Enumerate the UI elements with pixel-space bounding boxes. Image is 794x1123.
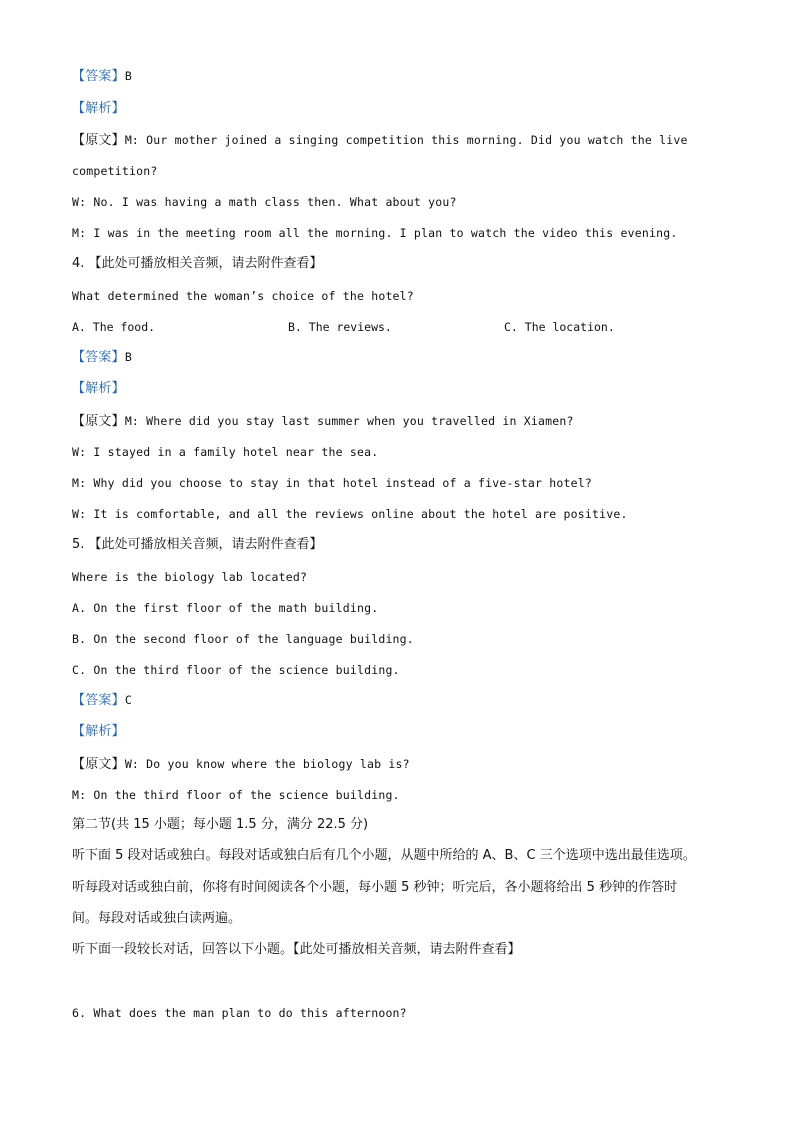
section2-instruction-3: 间。每段对话或独白读两遍。 xyxy=(72,911,242,926)
q3-transcript-line-1 xyxy=(72,132,688,149)
analysis-label: 【解析】 xyxy=(72,101,125,116)
q5-question: Where is the biology lab located? xyxy=(72,570,308,584)
answer-value: B xyxy=(124,69,132,83)
q4-option-a: A. The food. xyxy=(72,320,156,334)
answer-label: 【答案】 xyxy=(72,69,125,84)
section2-instruction-4: 听下面一段较长对话，回答以下小题。【此处可播放相关音频，请去附件查看】 xyxy=(72,942,521,957)
q4-header: 4. 【此处可播放相关音频，请去附件查看】 xyxy=(72,256,323,271)
answer-label: 【答案】 xyxy=(72,693,125,708)
q4-option-b: B. The reviews. xyxy=(288,320,392,334)
q5-header: 5. 【此处可播放相关音频，请去附件查看】 xyxy=(72,537,323,552)
q3-analysis-line xyxy=(72,100,125,117)
q5-transcript-line-1 xyxy=(72,756,410,773)
q5-option-c: C. On the third floor of the science building. xyxy=(72,663,400,677)
q6-question: 6. What does the man plan to do this afternoon? xyxy=(72,1006,407,1020)
q4-transcript-line-4: W: It is comfortable, and all the reviews online about the hotel are positive. xyxy=(72,507,628,521)
answer-label: 【答案】 xyxy=(72,350,125,365)
q4-question: What determined the woman’s choice of the hotel? xyxy=(72,289,414,303)
q5-option-b: B. On the second floor of the language building. xyxy=(72,632,414,646)
q3-transcript-line-3: M: I was in the meeting room all the morning. I plan to watch the video this evening. xyxy=(72,226,678,240)
section2-instruction-2: 听每段对话或独白前，你将有时间阅读各个小题，每小题 5 秒钟；听完后，各小题将给出 5 秒钟的作答时 xyxy=(72,880,678,895)
q5-transcript-line-2: M: On the third floor of the science building. xyxy=(72,788,400,802)
section2-title: 第二节(共 15 小题；每小题 1.5 分，满分 22.5 分) xyxy=(72,817,369,832)
q4-answer-line xyxy=(72,349,132,366)
q3-transcript-line-2: W: No. I was having a math class then. What about you? xyxy=(72,195,457,209)
transcript-label: 【原文】 xyxy=(72,133,125,148)
q4-option-c: C. The location. xyxy=(504,320,615,334)
answer-value: B xyxy=(124,350,132,364)
q5-option-a: A. On the first floor of the math building. xyxy=(72,601,379,615)
analysis-label: 【解析】 xyxy=(72,381,125,396)
q4-transcript-line-3: M: Why did you choose to stay in that hotel instead of a five-star hotel? xyxy=(72,476,593,490)
answer-value: C xyxy=(124,693,132,707)
q4-transcript-line-2: W: I stayed in a family hotel near the sea. xyxy=(72,445,379,459)
q4-analysis-line xyxy=(72,380,125,397)
transcript-text: M: Where did you stay last summer when you travelled in Xiamen? xyxy=(124,414,574,428)
q3-transcript-line-1b: competition? xyxy=(72,164,158,178)
analysis-label: 【解析】 xyxy=(72,724,125,739)
section2-instruction-1: 听下面 5 段对话或独白。每段对话或独白后有几个小题，从题中所给的 A、B、C 三个选项中选出最佳选项。 xyxy=(72,848,696,863)
transcript-label: 【原文】 xyxy=(72,757,125,772)
q5-answer-line xyxy=(72,692,132,709)
q3-answer-line xyxy=(72,68,132,85)
transcript-label: 【原文】 xyxy=(72,414,125,429)
transcript-text: W: Do you know where the biology lab is? xyxy=(124,757,410,771)
q4-transcript-line-1 xyxy=(72,413,574,430)
transcript-text: M: Our mother joined a singing competition this morning. Did you watch the live xyxy=(124,133,688,147)
q5-analysis-line xyxy=(72,723,125,740)
